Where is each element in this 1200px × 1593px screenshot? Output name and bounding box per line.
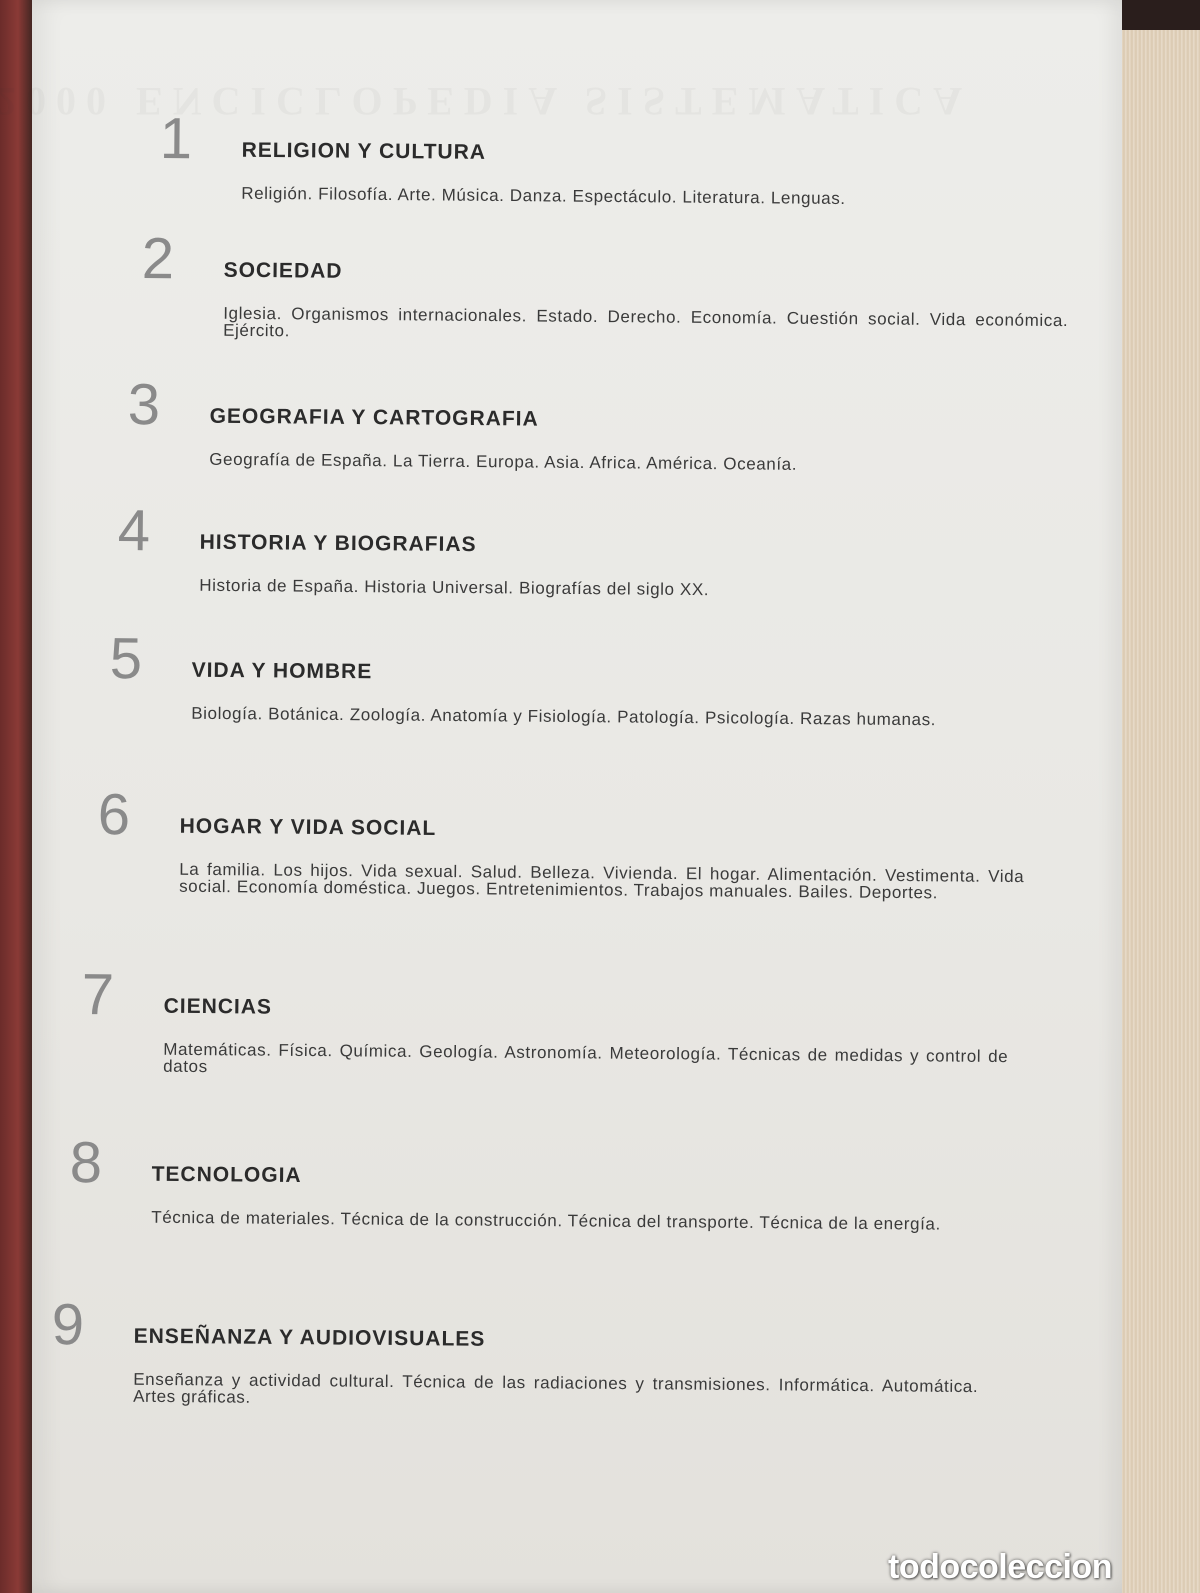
section-title: HISTORIA Y BIOGRAFIAS	[199, 530, 477, 557]
section-number: 8	[69, 1130, 103, 1196]
section-title: SOCIEDAD	[223, 258, 343, 283]
page-edge	[1122, 30, 1200, 1593]
section-number: 5	[109, 626, 143, 692]
section-description: Matemáticas. Física. Química. Geología. Astronomía. Meteorología. Técnicas de medidas y control de datos	[163, 1039, 1009, 1077]
section-description: Religión. Filosofía. Arte. Música. Danza. Espectáculo. Literatura. Lenguas.	[241, 183, 846, 208]
section-title: RELIGION Y CULTURA	[241, 138, 487, 164]
section-title: HOGAR Y VIDA SOCIAL	[179, 814, 437, 840]
section-description: Enseñanza y actividad cultural. Técnica de las radiaciones y transmisiones. Informática. Automática. Artes gráficas.	[133, 1369, 979, 1407]
section-title: CIENCIAS	[163, 994, 273, 1019]
section-description: Iglesia. Organismos internacionales. Estado. Derecho. Economía. Cuestión social. Vida económica. Ejército.	[223, 303, 1069, 341]
bleed-through-text	[0, 78, 972, 125]
section-number: 4	[117, 498, 151, 564]
section-6	[97, 782, 1038, 903]
section-description: Técnica de materiales. Técnica de la construcción. Técnica del transporte. Técnica de la energía.	[151, 1207, 941, 1234]
section-9	[51, 1292, 992, 1407]
section-4	[117, 498, 1058, 600]
section-description: Geografía de España. La Tierra. Europa. Asia. Africa. América. Oceanía.	[209, 449, 798, 474]
watermark-logo: todocoleccion	[888, 1548, 1112, 1586]
section-number: 7	[81, 962, 115, 1028]
section-number: 3	[127, 372, 161, 438]
section-8	[69, 1130, 1010, 1234]
section-number: 1	[159, 106, 193, 172]
section-title: GEOGRAFIA Y CARTOGRAFIA	[209, 404, 539, 431]
book-page	[32, 0, 1122, 1593]
section-title: VIDA Y HOMBRE	[191, 658, 373, 684]
section-description: La familia. Los hijos. Vida sexual. Salud. Belleza. Vivienda. El hogar. Alimentación. Vestimenta. Vida social. Economía doméstica. Juegos. Entretenimientos. Trabajos manuales. Bailes. Deportes.	[179, 859, 1025, 903]
section-5	[109, 626, 1050, 730]
section-number: 2	[141, 226, 175, 292]
section-7	[81, 962, 1022, 1077]
section-2	[141, 226, 1082, 341]
section-number: 6	[97, 782, 131, 848]
section-number: 9	[51, 1292, 85, 1358]
section-description: Historia de España. Historia Universal. Biografías del siglo XX.	[199, 575, 710, 600]
section-title: ENSEÑANZA Y AUDIOVISUALES	[133, 1324, 486, 1351]
section-3	[127, 372, 1068, 474]
section-title: TECNOLOGIA	[151, 1162, 302, 1188]
section-description: Biología. Botánica. Zoología. Anatomía y Fisiología. Patología. Psicología. Razas humanas.	[191, 703, 937, 730]
